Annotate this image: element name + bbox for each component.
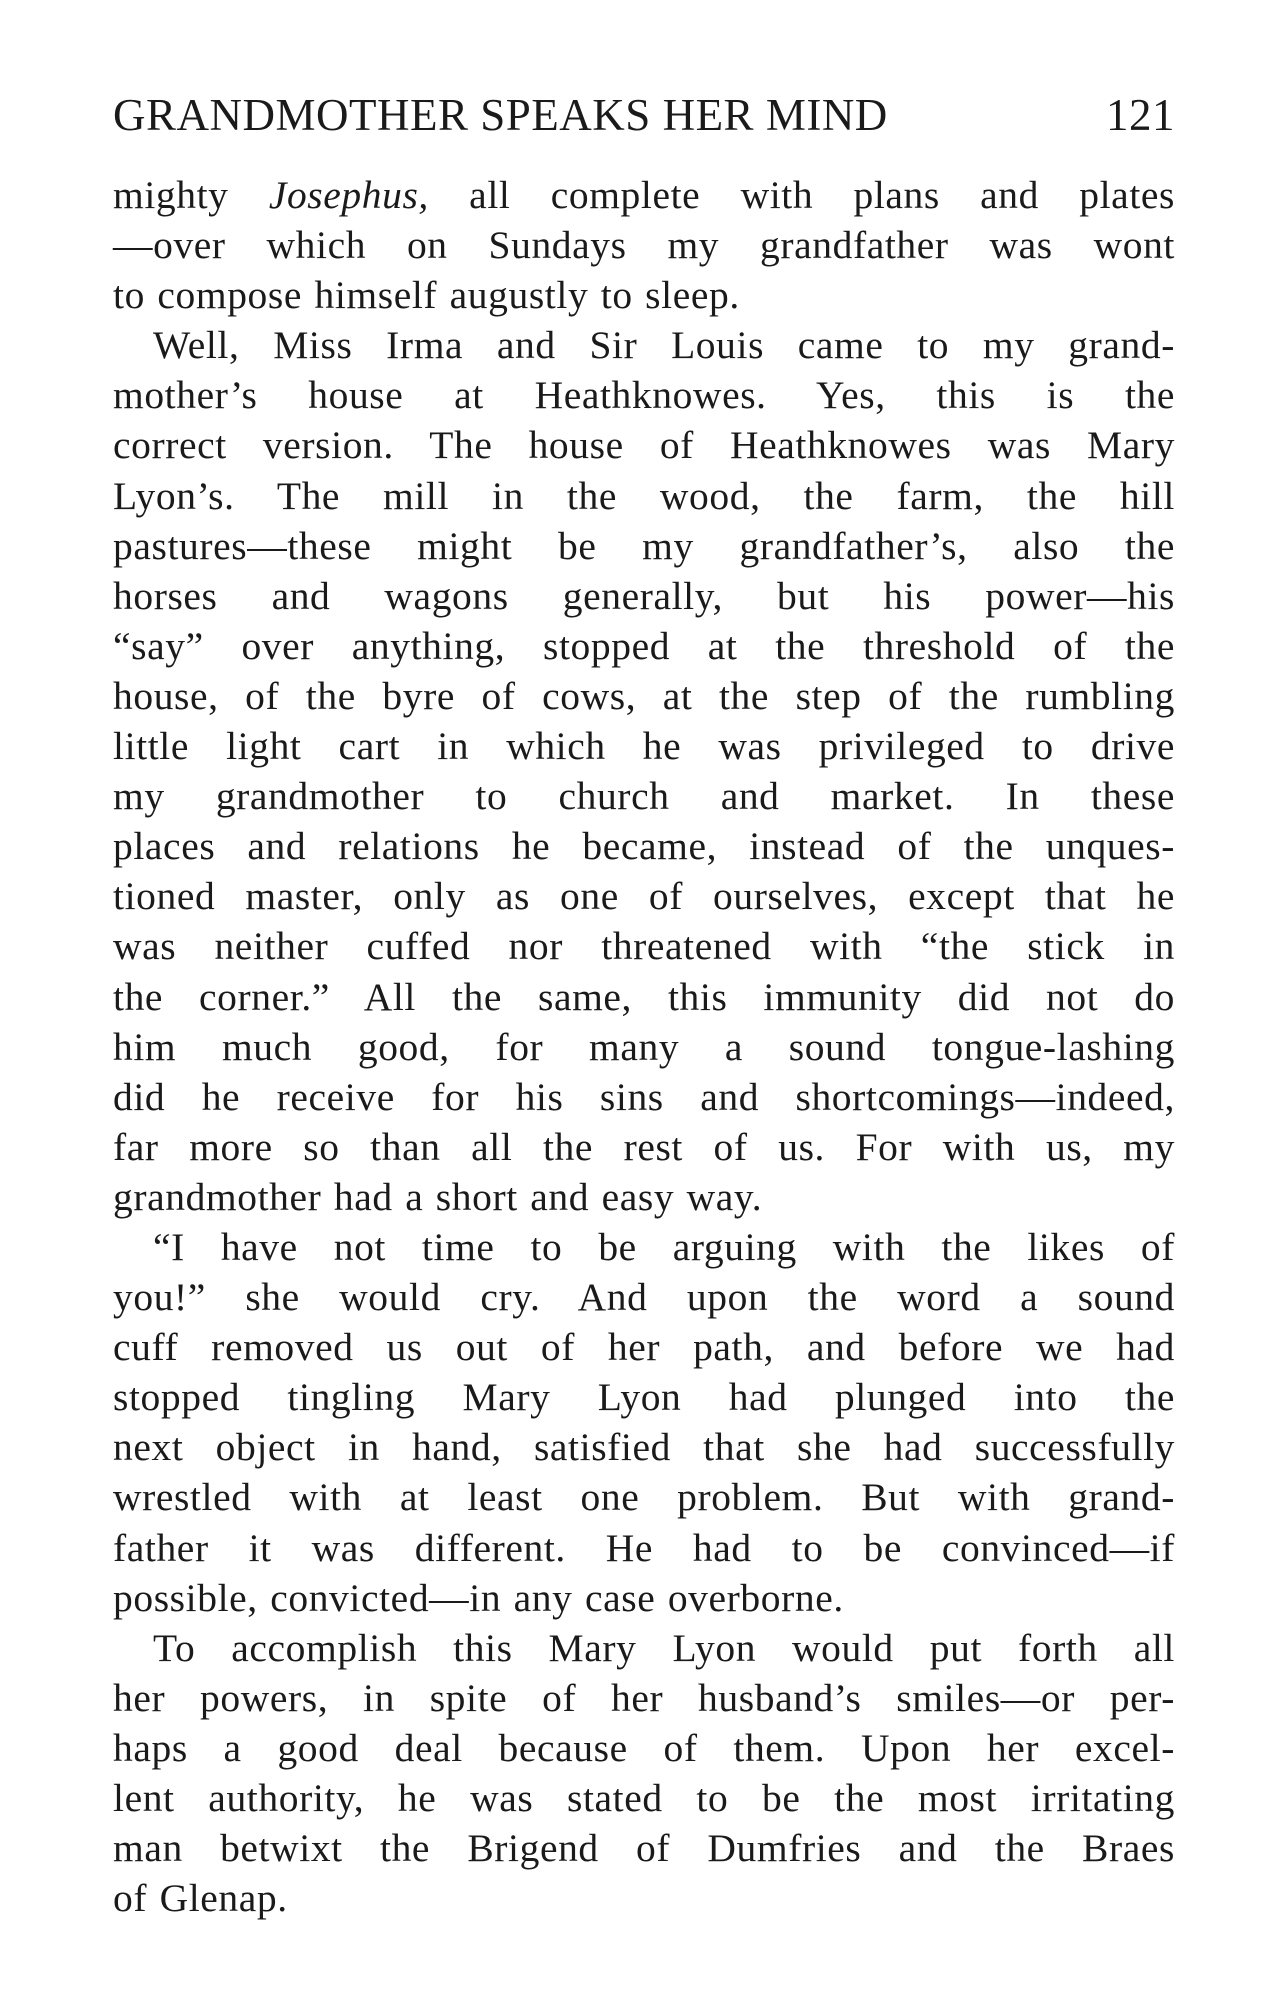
text-line: was neither cuffed nor threatened with “the stick in [113,924,1175,969]
paragraph-4 [113,1623,1175,1924]
text-line: correct version. The house of Heathknowes was Mary [113,423,1175,468]
text-line: far more so than all the rest of us. For with us, my [113,1124,1175,1169]
text-line: Lyon’s. The mill in the wood, the farm, the hill [113,473,1175,518]
text-line: possible, convicted—in any case overborne. [113,1575,844,1620]
text-line: to compose himself augustly to sleep. [113,273,740,318]
text-line: my grandmother to church and market. In these [113,774,1175,819]
body-text [113,170,1175,1923]
text-line: grandmother had a short and easy way. [113,1174,763,1219]
text-line: horses and wagons generally, but his power—his [113,573,1175,618]
page-number: 121 [1106,90,1175,140]
text-line: haps a good deal because of them. Upon her excel- [113,1725,1175,1770]
text-line: mighty Josephus, all complete with plans and plates [113,173,1175,217]
text-line: “I have not time to be arguing with the likes of [153,1224,1175,1269]
book-page [113,80,1175,1923]
text-line: cuff removed us out of her path, and before we had [113,1325,1175,1370]
text-line: lent authority, he was stated to be the most irritating [113,1776,1175,1820]
text-line: did he receive for his sins and shortcomings—indeed, [113,1074,1175,1119]
book-title-josephus: Josephus, [268,173,429,217]
text-line: her powers, in spite of her husband’s smiles—or per- [113,1675,1175,1720]
text-line: tioned master, only as one of ourselves, except that he [113,874,1175,919]
text-line: “say” over anything, stopped at the threshold of the [113,623,1175,668]
text-line: of Glenap. [113,1876,288,1921]
paragraph-1 [113,170,1175,320]
chapter-title: GRANDMOTHER SPEAKS HER MIND [113,90,888,140]
text-line: you!” she would cry. And upon the word a sound [113,1275,1175,1320]
paragraph-3 [113,1222,1175,1623]
text-line: the corner.” All the same, this immunity did not do [113,974,1175,1019]
text-line: man betwixt the Brigend of Dumfries and the Braes [113,1826,1175,1871]
text-line: places and relations he became, instead of the unques- [113,824,1175,869]
text-line: next object in hand, satisfied that she had successfully [113,1425,1175,1470]
text-line: mother’s house at Heathknowes. Yes, this is the [113,373,1175,418]
text-line: him much good, for many a sound tongue-lashing [113,1024,1175,1069]
text-line: father it was different. He had to be convinced—if [113,1525,1175,1570]
text-line: little light cart in which he was privileged to drive [113,724,1175,769]
text-line: pastures—these might be my grandfather’s, also the [113,523,1175,568]
text-line: stopped tingling Mary Lyon had plunged into the [113,1375,1175,1420]
text-line: wrestled with at least one problem. But with grand- [113,1475,1175,1520]
text-line: —over which on Sundays my grandfather was wont [113,223,1175,268]
paragraph-2 [113,320,1175,1222]
text-line: Well, Miss Irma and Sir Louis came to my grand- [153,323,1175,368]
running-head [113,80,1175,150]
text-line: house, of the byre of cows, at the step of the rumbling [113,673,1175,718]
text-line: To accomplish this Mary Lyon would put forth all [153,1625,1175,1670]
